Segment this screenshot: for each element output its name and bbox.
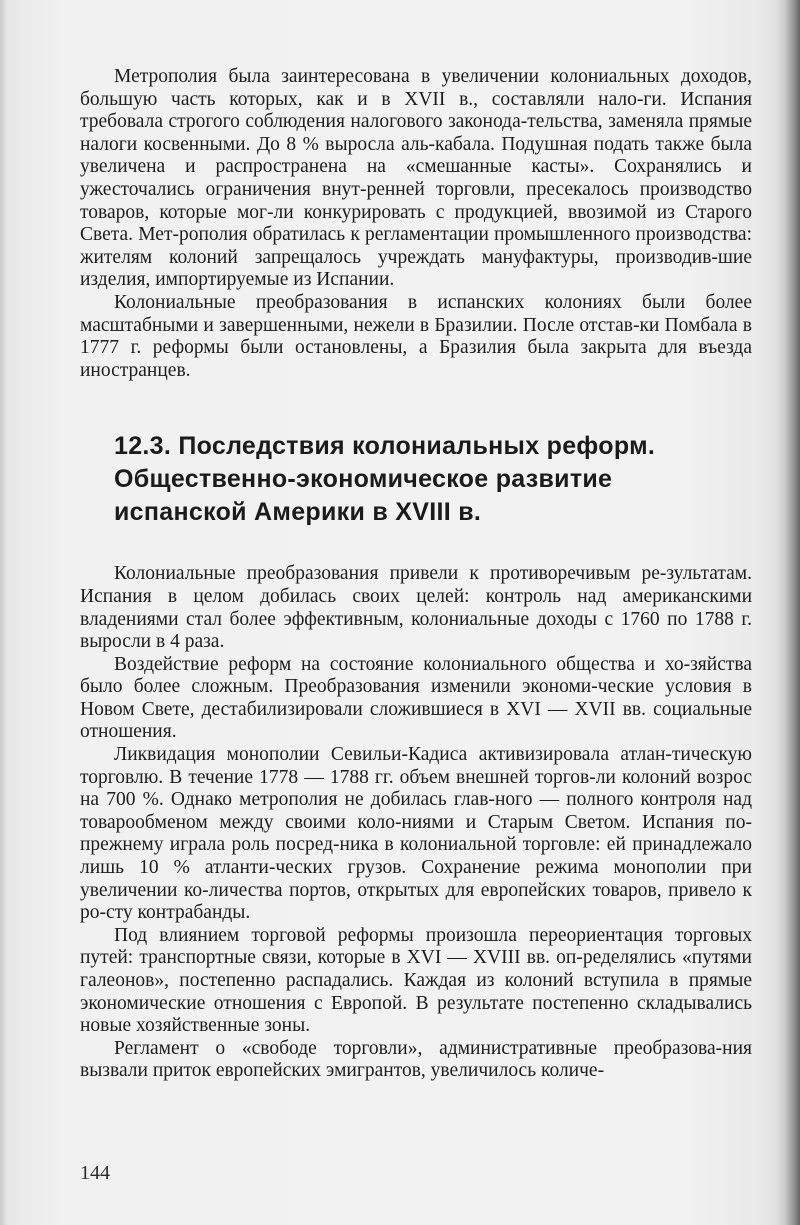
- paragraph-results: Колониальные преобразования привели к противоречивым ре-зультатам. Испания в целом добилась своих целей: контроль над американскими владениями стал более эффективным, колониальные доходы с 1760 по 1788 г. выросли в 4 раза.: [80, 563, 752, 653]
- page-number: 144: [80, 1162, 110, 1184]
- section-title-line-1: 12.3. Последствия колониальных реформ.: [114, 432, 656, 461]
- paragraph-colonial-reforms: Колониальные преобразования в испанских колониях были более масштабными и завершенными, нежели в Бразилии. После отстав-ки Помбала в 1777 г. реформы были остановлены, а Бразилия была закрыта для въезда иностранцев.: [80, 291, 752, 381]
- paragraph-regulation: Регламент о «свободе торговли», административные преобразова-ния вызвали приток европейских эмигрантов, увеличилось количе-: [80, 1037, 752, 1082]
- paragraph-impact: Воздействие реформ на состояние колониального общества и хо-зяйства было более сложным. Преобразования изменили экономи-ческие условия в Новом Свете, дестабилизировали сложившиеся в XVI — XVII вв. социальные отношения.: [80, 653, 752, 743]
- page-content: [80, 66, 752, 1083]
- paragraph-trade-routes: Под влиянием торговой реформы произошла переориентация торговых путей: транспортные связи, которые в XVI — XVIII вв. оп-ределялись «путями галеонов», постепенно распадались. Каждая из колоний вступила в прямые экономические отношения с Европой. В результате постепенно складывались новые хозяйственные зоны.: [80, 924, 752, 1037]
- binding-shadow: [774, 0, 800, 1225]
- section-heading: [80, 430, 752, 529]
- paragraph-monopoly: Ликвидация монополии Севильи-Кадиса активизировала атлан-тическую торговлю. В течение 1778 — 1788 гг. объем внешней торгов-ли колоний возрос на 700 %. Однако метрополия не добилась глав-ного — полного контроля над товарообменом между своими коло-ниями и Старым Светом. Испания по-прежнему играла роль посред-ника в колониальной торговле: ей принадлежало лишь 10 % атланти-ческих грузов. Сохранение режима монополии при увеличении ко-личества портов, открытых для европейских товаров, привело к ро-сту контрабанды.: [80, 744, 752, 924]
- paragraph-taxation: Метрополия была заинтересована в увеличении колониальных доходов, большую часть которых, как и в XVII в., составляли нало-ги. Испания требовала строгого соблюдения налогового законода-тельства, заменяла прямые налоги косвенными. До 8 % выросла аль-кабала. Подушная подать также была увеличена и распространена на «смешанные касты». Сохранялись и ужесточались ограничения внут-ренней торговли, пресекалось производство товаров, которые мог-ли конкурировать с продукцией, ввозимой из Старого Света. Мет-рополия обратилась к регламентации промышленного производства: жителям колоний запрещалось учреждать мануфактуры, производив-шие изделия, импортируемые из Испании.: [80, 66, 752, 291]
- page-left-edge: [0, 0, 8, 1225]
- section-title-line-2: Общественно-экономическое развитие: [114, 465, 613, 494]
- section-title-line-3: испанской Америки в XVIII в.: [114, 498, 482, 527]
